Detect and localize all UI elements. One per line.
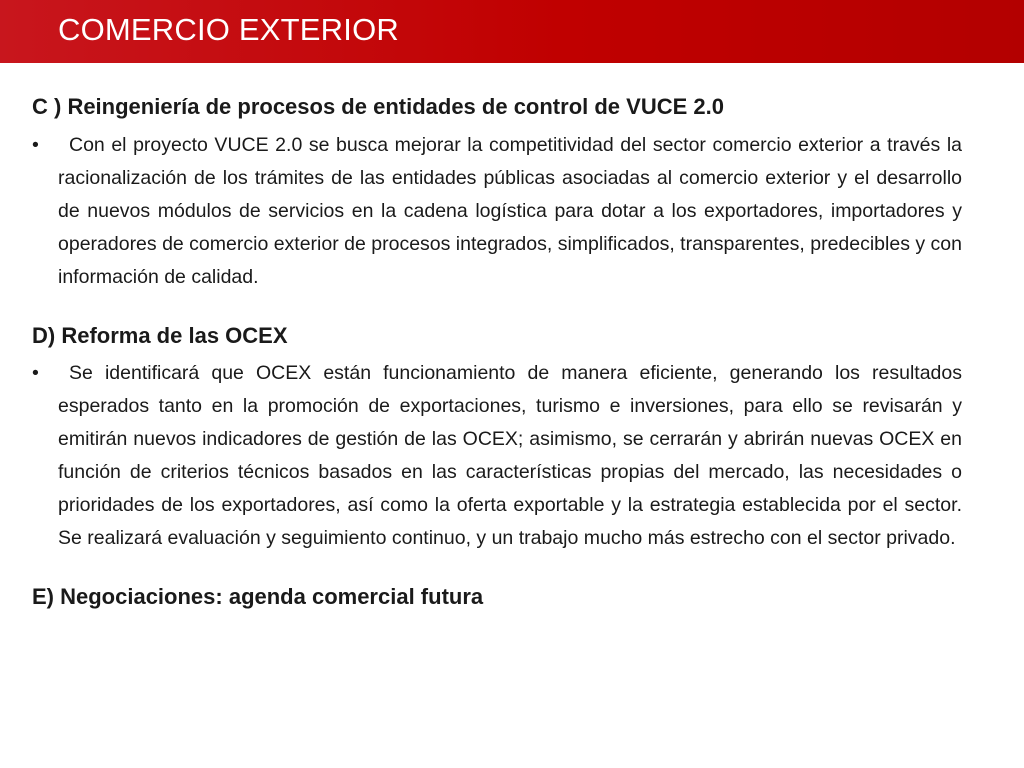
bullet-text-c: Con el proyecto VUCE 2.0 se busca mejorar la competitividad del sector comercio exterior a través la racionalización de los trámites de las entidades públicas asociadas al comercio exterior y el desarrollo de nuevos módulos de servicios en la cadena logística para dotar a los exportadores, importadores y operadores de comercio exterior de procesos integrados, simplificados, transparentes, predecibles y con información de calidad.	[58, 134, 962, 288]
slide-content	[32, 92, 962, 612]
bullet-marker: •	[32, 134, 39, 156]
section-heading-c: C ) Reingeniería de procesos de entidades de control de VUCE 2.0	[32, 94, 724, 119]
title-bar	[0, 0, 1024, 63]
slide-title: COMERCIO EXTERIOR	[58, 12, 399, 47]
bullet-text-d: Se identificará que OCEX están funcionamiento de manera eficiente, generando los resultados esperados tanto en la promoción de exportaciones, turismo e inversiones, para ello se revisarán y emitirán nuevos indicadores de gestión de las OCEX; asimismo, se cerrarán y abrirán nuevas OCEX en función de criterios técnicos basados en las características propias del mercado, las necesidades o prioridades de los exportadores, así como la oferta exportable y la estrategia establecida por el sector. Se realizará evaluación y seguimiento continuo, y un trabajo mucho más estrecho con el sector privado.	[58, 362, 962, 549]
bullet-item-c	[32, 129, 962, 294]
bullet-item-d	[32, 357, 962, 555]
section-heading-e: E) Negociaciones: agenda comercial futura	[32, 584, 484, 609]
section-heading-d: D) Reforma de las OCEX	[32, 323, 288, 348]
bullet-marker: •	[32, 362, 39, 384]
